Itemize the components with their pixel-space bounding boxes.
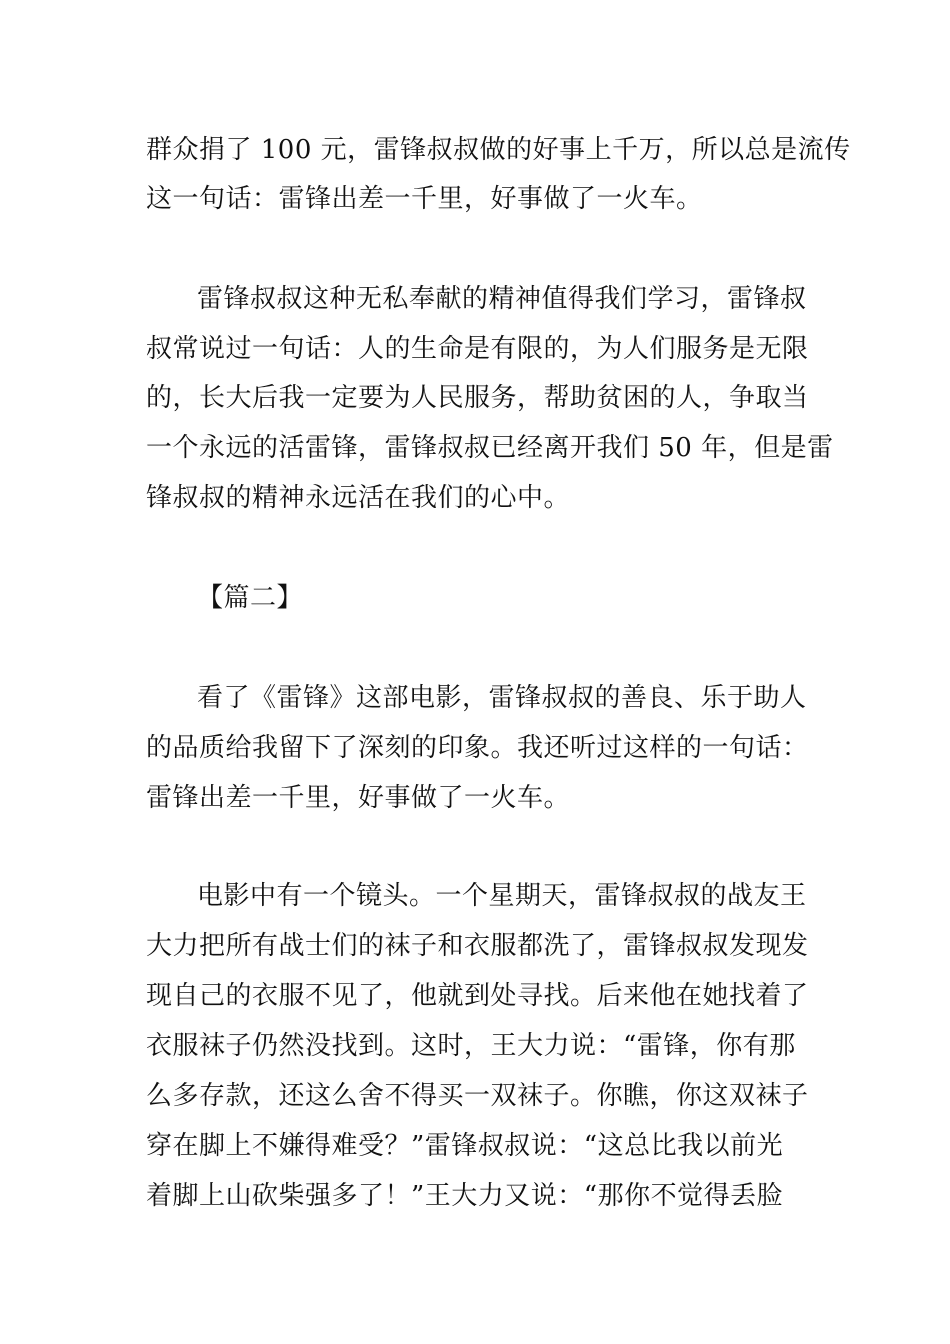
paragraph-2-line-5: 锋叔叔的精神永远活在我们的心中。 xyxy=(146,483,571,513)
paragraph-1-line-1: 群众捐了 100 元，雷锋叔叔做的好事上千万，所以总是流传 xyxy=(146,135,851,165)
paragraph-2-line-2: 叔常说过一句话：人的生命是有限的，为人们服务是无限 xyxy=(146,334,809,364)
paragraph-1-line-2: 这一句话：雷锋出差一千里，好事做了一火车。 xyxy=(146,184,703,214)
paragraph-2-line-4: 一个永远的活雷锋，雷锋叔叔已经离开我们 50 年，但是雷 xyxy=(146,433,834,463)
paragraph-3-line-2: 的品质给我留下了深刻的印象。我还听过这样的一句话： xyxy=(146,733,809,763)
paragraph-2-line-1: 雷锋叔叔这种无私奉献的精神值得我们学习，雷锋叔 xyxy=(197,284,807,314)
paragraph-4-line-1: 电影中有一个镜头。一个星期天，雷锋叔叔的战友王 xyxy=(197,881,807,911)
paragraph-4-line-5: 么多存款，还这么舍不得买一双袜子。你瞧，你这双袜子 xyxy=(146,1081,809,1111)
paragraph-2-line-3: 的，长大后我一定要为人民服务，帮助贫困的人，争取当 xyxy=(146,383,809,413)
paragraph-4-line-4: 衣服袜子仍然没找到。这时，王大力说：“雷锋，你有那 xyxy=(146,1031,796,1061)
paragraph-3-line-1: 看了《雷锋》这部电影，雷锋叔叔的善良、乐于助人 xyxy=(197,683,807,713)
paragraph-4-line-6: 穿在脚上不嫌得难受？”雷锋叔叔说：“这总比我以前光 xyxy=(146,1131,784,1161)
paragraph-3-line-3: 雷锋出差一千里，好事做了一火车。 xyxy=(146,783,571,813)
section-heading: 【篇二】 xyxy=(197,583,304,613)
paragraph-4-line-2: 大力把所有战士们的袜子和衣服都洗了，雷锋叔叔发现发 xyxy=(146,931,809,961)
paragraph-4-line-3: 现自己的衣服不见了，他就到处寻找。后来他在她找着了 xyxy=(146,981,809,1011)
paragraph-4-line-7: 着脚上山砍柴强多了！”王大力又说：“那你不觉得丢脸 xyxy=(146,1181,784,1211)
